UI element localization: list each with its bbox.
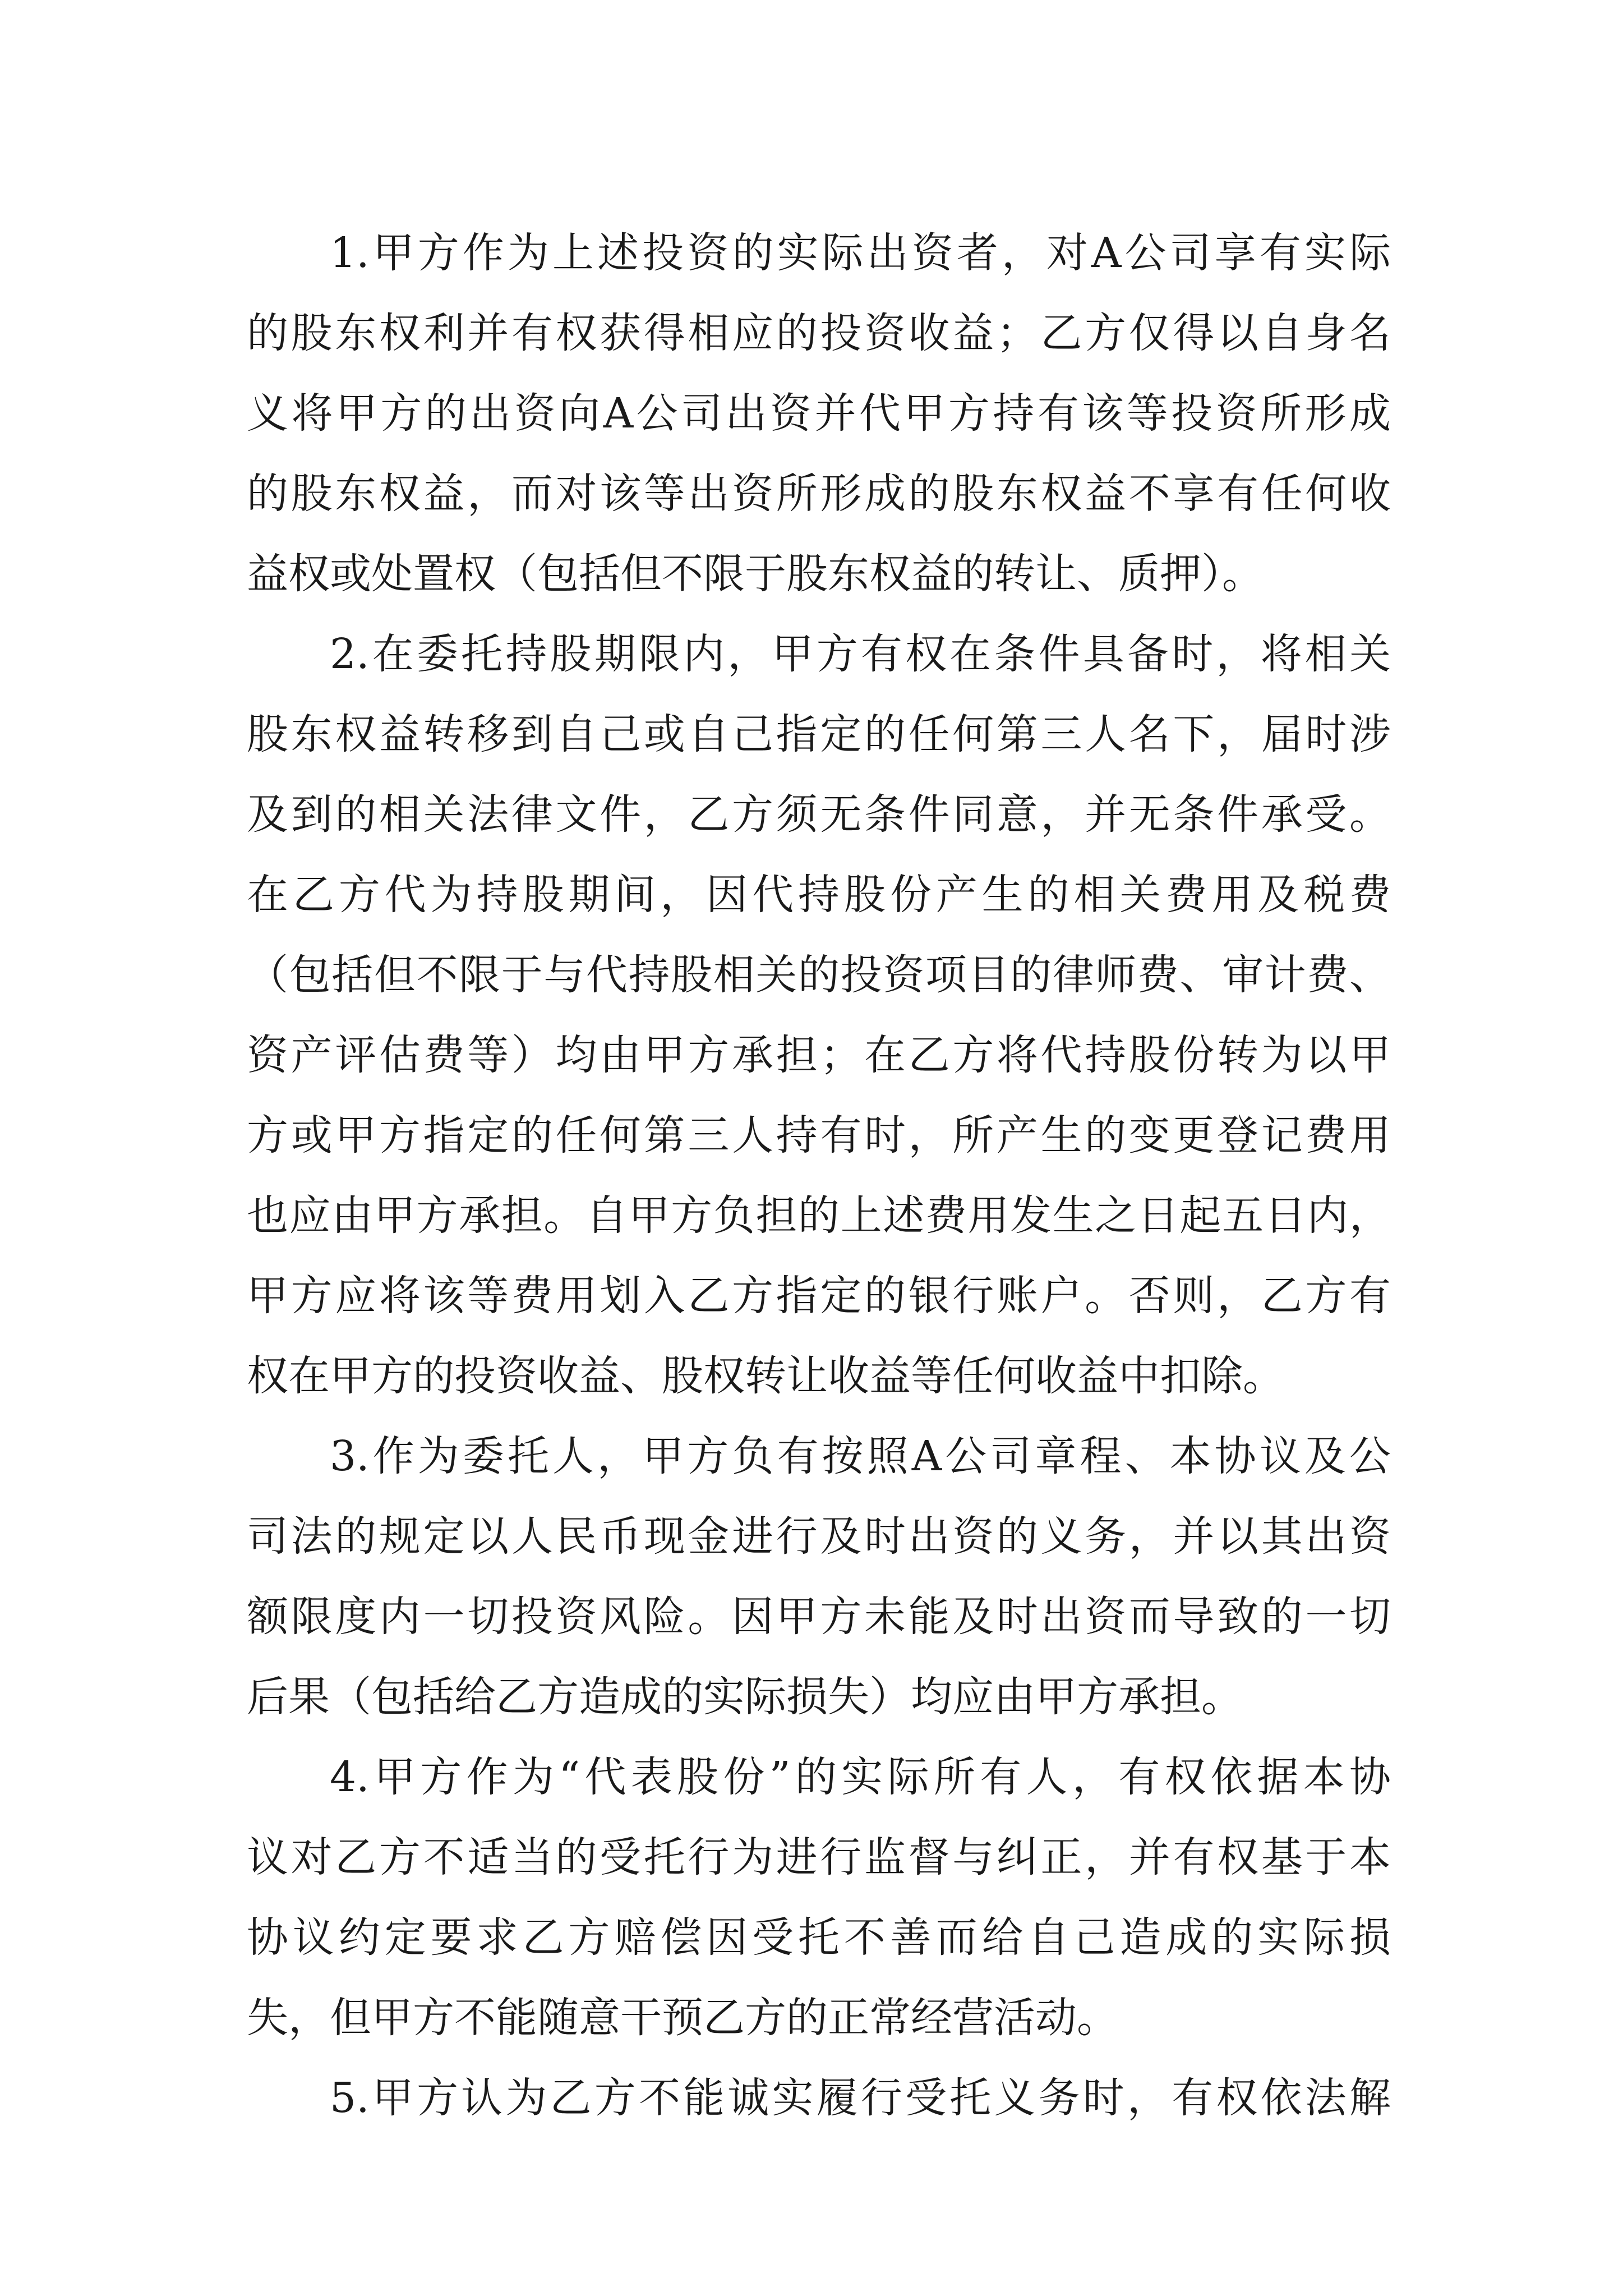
text-line: （包括但不限于与代持股相关的投资项目的律师费、审计费、 <box>247 951 1391 999</box>
text-line: 甲方应将该等费用划入乙方指定的银行账户。否则，乙方有 <box>247 1272 1391 1320</box>
text-line: 也应由甲方承担。自甲方负担的上述费用发生之日起五日内， <box>247 1191 1391 1240</box>
text-line: 司法的规定以人民币现金进行及时出资的义务，并以其出资 <box>247 1512 1391 1561</box>
text-line: 在乙方代为持股期间，因代持股份产生的相关费用及税费 <box>247 871 1391 919</box>
text-line: 义将甲方的出资向A公司出资并代甲方持有该等投资所形成 <box>247 389 1391 438</box>
text-line: 4.甲方作为“代表股份”的实际所有人，有权依据本协 <box>330 1753 1391 1801</box>
text-line: 股东权益转移到自己或自己指定的任何第三人名下，届时涉 <box>247 710 1391 758</box>
paragraph-3 <box>247 1416 1391 1737</box>
text-line: 失，但甲方不能随意干预乙方的正常经营活动。 <box>247 1994 1118 2042</box>
paragraph-1 <box>247 213 1391 614</box>
text-line: 及到的相关法律文件，乙方须无条件同意，并无条件承受。 <box>247 790 1391 839</box>
text-line: 的股东权利并有权获得相应的投资收益；乙方仅得以自身名 <box>247 309 1391 357</box>
paragraph-2 <box>247 614 1391 1416</box>
text-line: 3.作为委托人，甲方负有按照A公司章程、本协议及公 <box>330 1432 1391 1480</box>
text-line: 的股东权益，而对该等出资所形成的股东权益不享有任何收 <box>247 470 1391 518</box>
text-line: 议对乙方不适当的受托行为进行监督与纠正，并有权基于本 <box>247 1833 1391 1881</box>
text-line: 额限度内一切投资风险。因甲方未能及时出资而导致的一切 <box>247 1593 1391 1641</box>
text-line: 协议约定要求乙方赔偿因受托不善而给自己造成的实际损 <box>247 1913 1391 1962</box>
text-line: 方或甲方指定的任何第三人持有时，所产生的变更登记费用 <box>247 1111 1391 1159</box>
text-line: 资产评估费等）均由甲方承担；在乙方将代持股份转为以甲 <box>247 1031 1391 1079</box>
document-body <box>247 213 1391 2138</box>
text-line: 5.甲方认为乙方不能诚实履行受托义务时，有权依法解 <box>330 2074 1391 2122</box>
paragraph-5 <box>247 2058 1391 2138</box>
text-line: 权在甲方的投资收益、股权转让收益等任何收益中扣除。 <box>247 1352 1284 1400</box>
paragraph-4 <box>247 1737 1391 2058</box>
text-line: 2.在委托持股期限内，甲方有权在条件具备时，将相关 <box>330 630 1391 678</box>
text-line: 益权或处置权（包括但不限于股东权益的转让、质押）。 <box>247 550 1264 598</box>
text-line: 后果（包括给乙方造成的实际损失）均应由甲方承担。 <box>247 1673 1243 1721</box>
text-line: 1.甲方作为上述投资的实际出资者，对A公司享有实际 <box>330 229 1391 277</box>
